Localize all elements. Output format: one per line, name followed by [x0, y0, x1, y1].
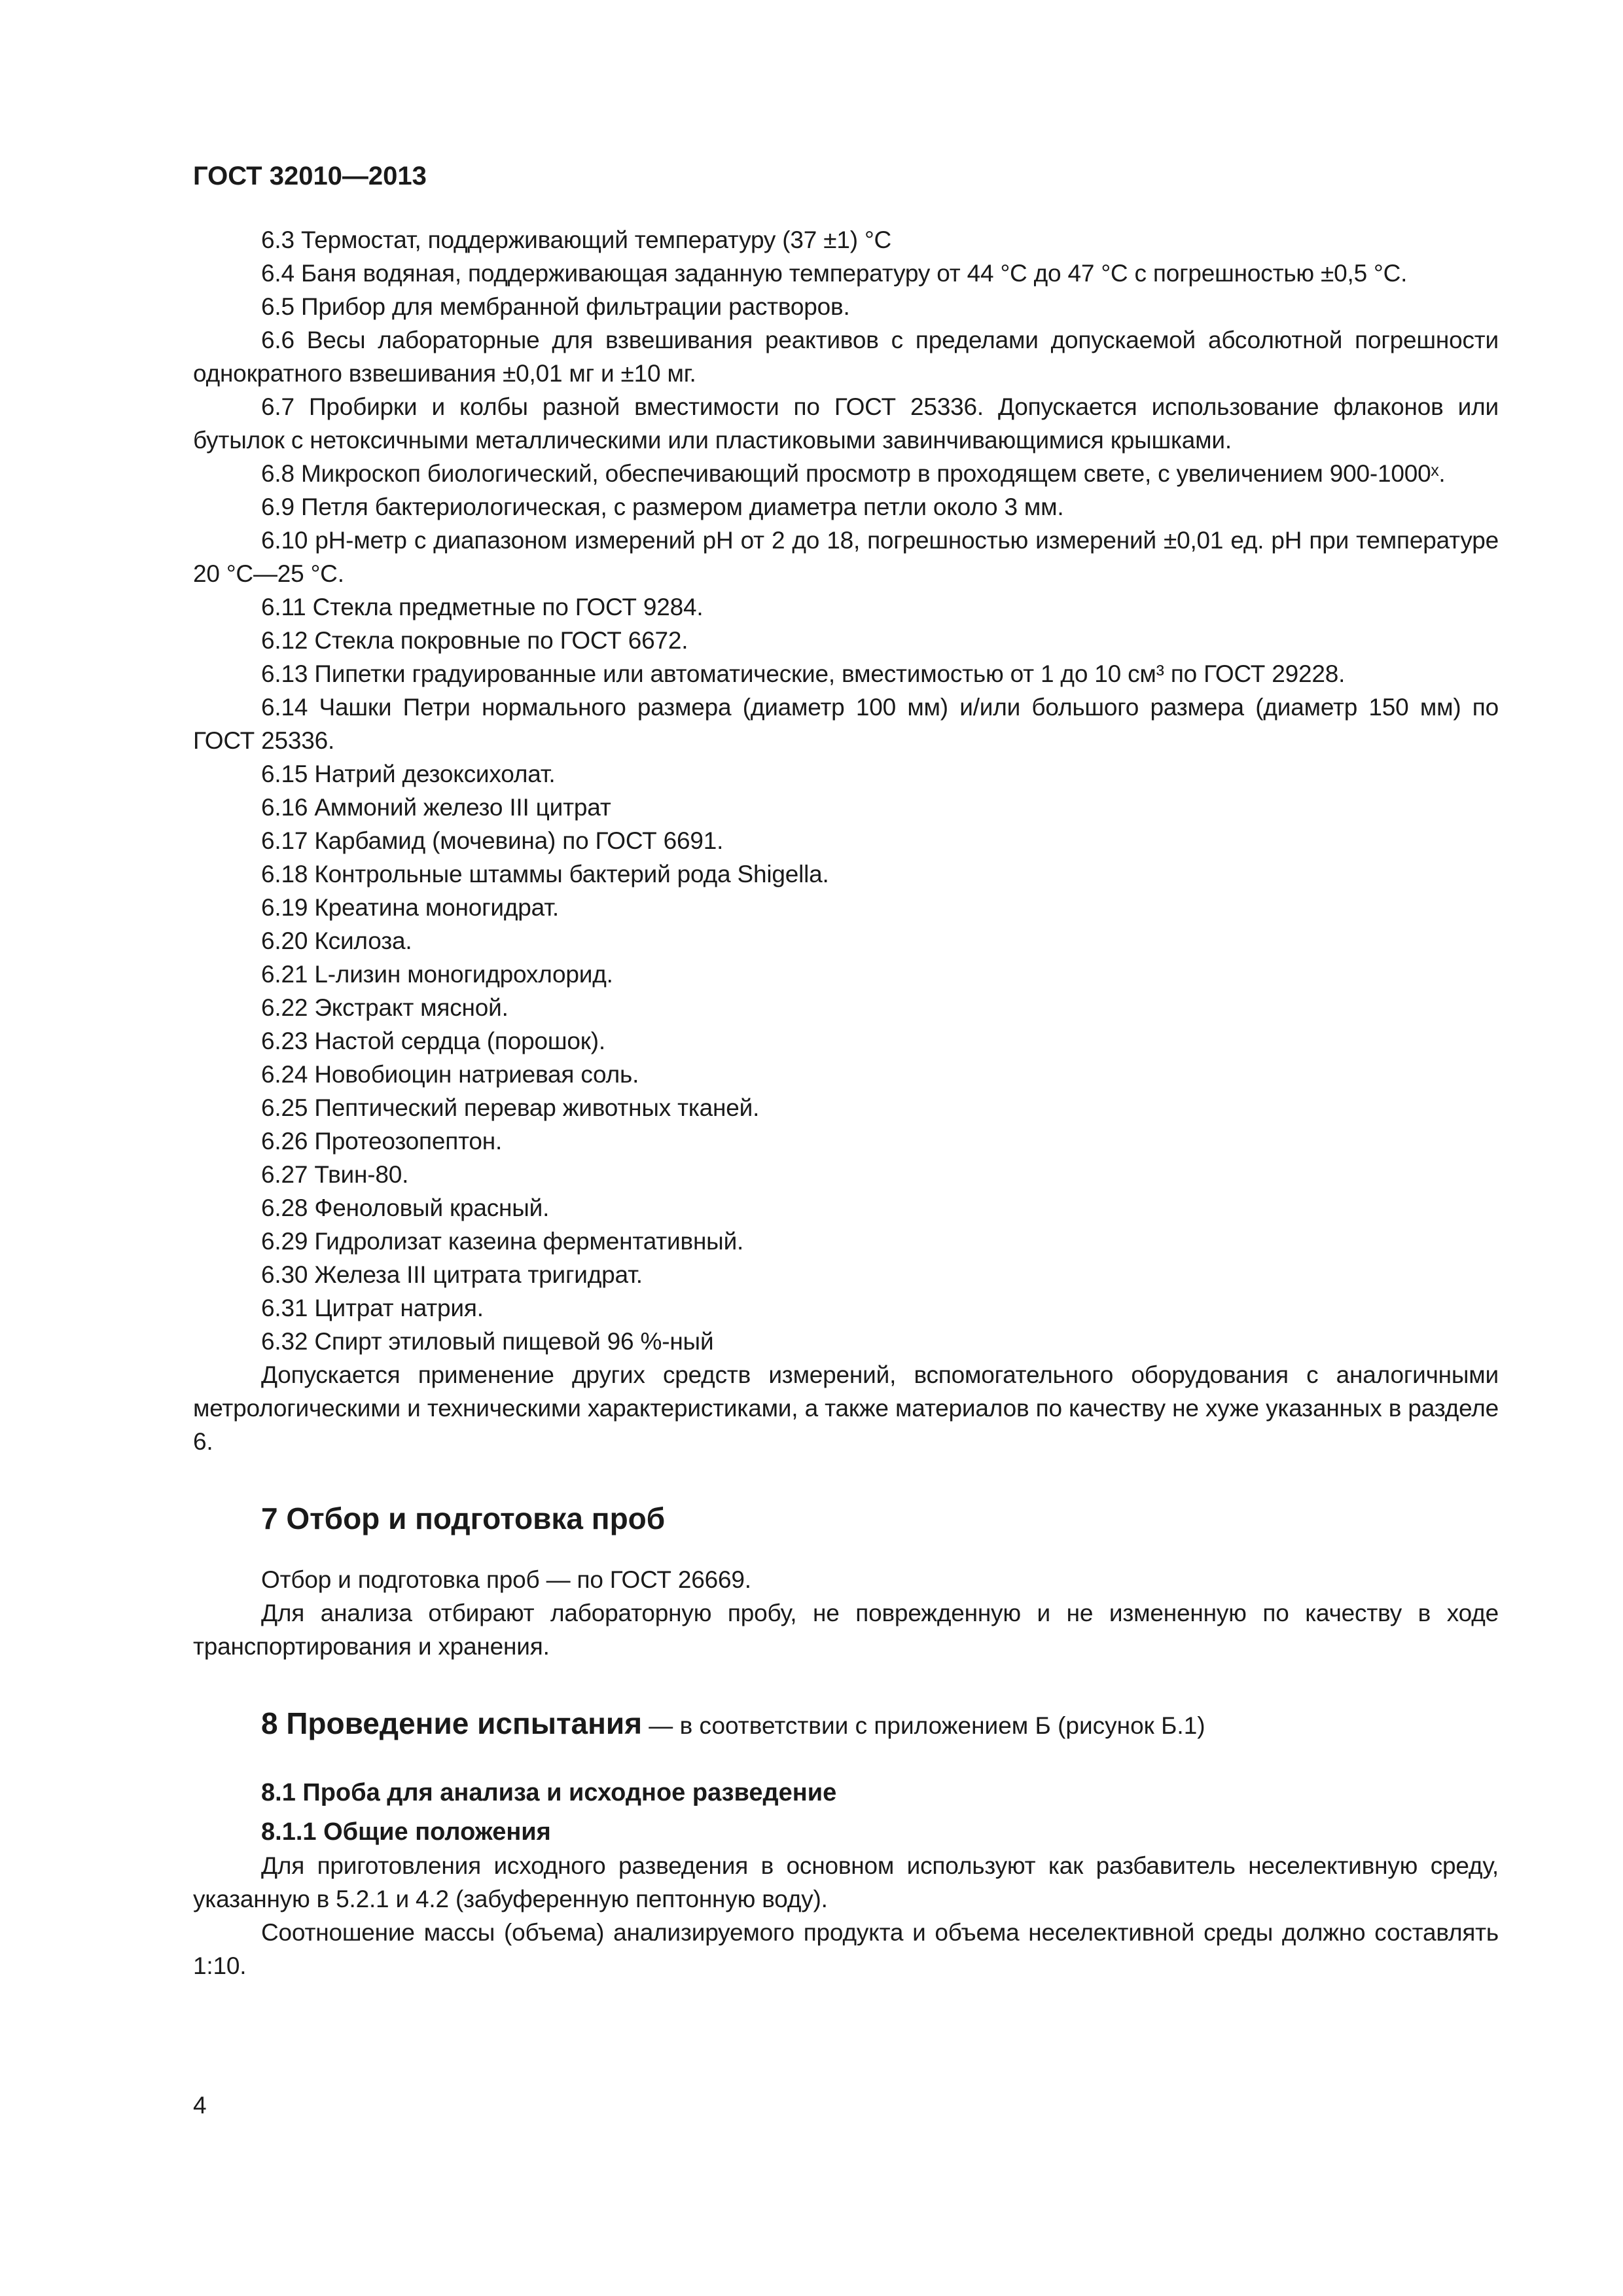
list-item [193, 691, 1499, 757]
item-text: Ксилоза. [314, 927, 412, 954]
list-item [193, 1325, 1499, 1358]
item-text: Цитрат натрия. [314, 1295, 484, 1321]
item-number: 6.20 [261, 927, 308, 954]
item-number: 6.13 [261, 660, 308, 687]
section-8-heading [193, 1705, 1499, 1744]
item-number: 6.12 [261, 627, 308, 654]
item-number: 6.3 [261, 226, 294, 253]
item-text: Пипетки градуированные или автоматические, вместимостью от 1 до 10 см³ по ГОСТ 29228. [314, 660, 1346, 687]
item-number: 6.11 [261, 594, 306, 620]
list-item [193, 1124, 1499, 1158]
item-text: Баня водяная, поддерживающая заданную температуру от 44 °С до 47 °С с погрешностью ±0,5 °С. [300, 260, 1408, 287]
list-item [193, 924, 1499, 958]
equipment-list [193, 223, 1499, 1458]
item-text: Железа III цитрата тригидрат. [314, 1261, 643, 1288]
section-8-title-tail: — в соответствии с приложением Б (рисунок Б.1) [642, 1712, 1205, 1739]
list-item [193, 1258, 1499, 1291]
item-text: Карбамид (мочевина) по ГОСТ 6691. [314, 827, 724, 854]
item-text: L-лизин моногидрохлорид. [314, 961, 613, 988]
item-text: Стекла предметные по ГОСТ 9284. [312, 594, 704, 620]
item-text: Пробирки и колбы разной вместимости по ГОСТ 25336. Допускается использование флаконов или бутылок с нетоксичными металлическими или пластиковыми завинчивающимися крышками. [193, 393, 1499, 454]
item-number: 6.28 [261, 1194, 308, 1221]
document-code-header: ГОСТ 32010—2013 [193, 162, 427, 190]
item-text: Твин-80. [314, 1161, 409, 1188]
section-7-paragraph: Для анализа отбирают лабораторную пробу, не поврежденную и не измененную по качеству в ходе транспортирования и хранения. [193, 1600, 1499, 1660]
section-7-paragraph: Отбор и подготовка проб — по ГОСТ 26669. [261, 1566, 751, 1593]
item-number: 6.26 [261, 1128, 308, 1155]
item-number: 6.7 [261, 393, 294, 420]
item-text: Стекла покровные по ГОСТ 6672. [314, 627, 688, 654]
item-text: Гидролизат казеина ферментативный. [314, 1228, 744, 1255]
item-number: 6.8 [261, 460, 294, 487]
list-item [193, 1091, 1499, 1124]
list-item [193, 490, 1499, 524]
document-page [193, 160, 1499, 1982]
item-number: 6.17 [261, 827, 308, 854]
item-number: 6.10 [261, 527, 308, 554]
item-number: 6.4 [261, 260, 294, 287]
list-item [193, 457, 1499, 490]
list-item [193, 290, 1499, 323]
list-item [193, 323, 1499, 390]
item-text: Протеозопептон. [314, 1128, 503, 1155]
list-item [193, 991, 1499, 1024]
list-item [193, 524, 1499, 590]
list-item [193, 590, 1499, 624]
item-number: 6.21 [261, 961, 308, 988]
item-text: pH-метр с диапазоном измерений pH от 2 до 18, погрешностью измерений ±0,01 ед. pH при температуре 20 °С—25 °С. [193, 527, 1499, 587]
item-number: 6.23 [261, 1028, 308, 1054]
list-item [193, 1058, 1499, 1091]
item-number: 6.24 [261, 1061, 308, 1088]
item-text: Весы лабораторные для взвешивания реактивов с пределами допускаемой абсолютной погрешности однократного взвешивания ±0,01 мг и ±10 мг. [193, 327, 1499, 387]
list-item [193, 891, 1499, 924]
item-text: Аммоний железо III цитрат [314, 794, 611, 821]
item-text: Натрий дезоксихолат. [314, 761, 556, 787]
list-item [193, 1225, 1499, 1258]
item-number: 6.32 [261, 1328, 308, 1355]
item-number: 6.18 [261, 861, 308, 888]
page-number: 4 [193, 2092, 207, 2119]
item-number: 6.16 [261, 794, 308, 821]
list-item [193, 757, 1499, 791]
item-text: Экстракт мясной. [314, 994, 508, 1021]
item-number: 6.5 [261, 293, 294, 320]
item-text: Пептический перевар животных тканей. [314, 1094, 760, 1121]
list-item [193, 857, 1499, 891]
item-text: Креатина моногидрат. [314, 894, 559, 921]
item-number: 6.30 [261, 1261, 308, 1288]
section-7-title: 7 Отбор и подготовка проб [261, 1501, 666, 1535]
item-number: 6.15 [261, 761, 308, 787]
section-8-paragraph: Соотношение массы (объема) анализируемого продукта и объема неселективной среды должно составлять 1:10. [193, 1919, 1499, 1979]
equipment-note: Допускается применение других средств измерений, вспомогательного оборудования с аналогичными метрологическими и техническими характеристиками, а также материалов по качеству не хуже указанных в разделе 6. [193, 1361, 1499, 1455]
list-item [193, 390, 1499, 457]
item-text: Феноловый красный. [314, 1194, 550, 1221]
item-number: 6.9 [261, 493, 294, 520]
subsection-8-1-1-title: 8.1.1 Общие положения [261, 1818, 551, 1846]
item-number: 6.27 [261, 1161, 308, 1188]
item-text: Спирт этиловый пищевой 96 %-ный [314, 1328, 714, 1355]
item-number: 6.14 [261, 694, 308, 721]
list-item [193, 1158, 1499, 1191]
item-number: 6.29 [261, 1228, 308, 1255]
item-number: 6.22 [261, 994, 308, 1021]
list-item [193, 958, 1499, 991]
item-text: Петля бактериологическая, с размером диаметра петли около 3 мм. [300, 493, 1064, 520]
item-number: 6.6 [261, 327, 294, 353]
item-number: 6.31 [261, 1295, 308, 1321]
list-item [193, 257, 1499, 290]
list-item [193, 1291, 1499, 1325]
item-number: 6.25 [261, 1094, 308, 1121]
section-8-title: 8 Проведение испытания [261, 1706, 643, 1740]
list-item [193, 824, 1499, 857]
list-item [193, 1191, 1499, 1225]
subsection-8-1-title: 8.1 Проба для анализа и исходное разведение [261, 1779, 837, 1806]
item-text: Микроскоп биологический, обеспечивающий просмотр в проходящем свете, с увеличением 900-1000ˣ. [300, 460, 1446, 487]
item-text: Чашки Петри нормального размера (диаметр 100 мм) и/или большого размера (диаметр 150 мм) по ГОСТ 25336. [193, 694, 1499, 754]
list-item [193, 624, 1499, 657]
list-item [193, 657, 1499, 691]
item-text: Контрольные штаммы бактерий рода Shigella. [314, 861, 829, 888]
list-item [193, 791, 1499, 824]
item-text: Настой сердца (порошок). [314, 1028, 605, 1054]
item-number: 6.19 [261, 894, 308, 921]
section-8-paragraph: Для приготовления исходного разведения в основном используют как разбавитель неселективную среду, указанную в 5.2.1 и 4.2 (забуференную пептонную воду). [193, 1852, 1499, 1912]
item-text: Прибор для мембранной фильтрации растворов. [300, 293, 850, 320]
item-text: Термостат, поддерживающий температуру (37 ±1) °С [300, 226, 892, 253]
item-text: Новобиоцин натриевая соль. [314, 1061, 639, 1088]
list-item [193, 223, 1499, 257]
list-item [193, 1024, 1499, 1058]
